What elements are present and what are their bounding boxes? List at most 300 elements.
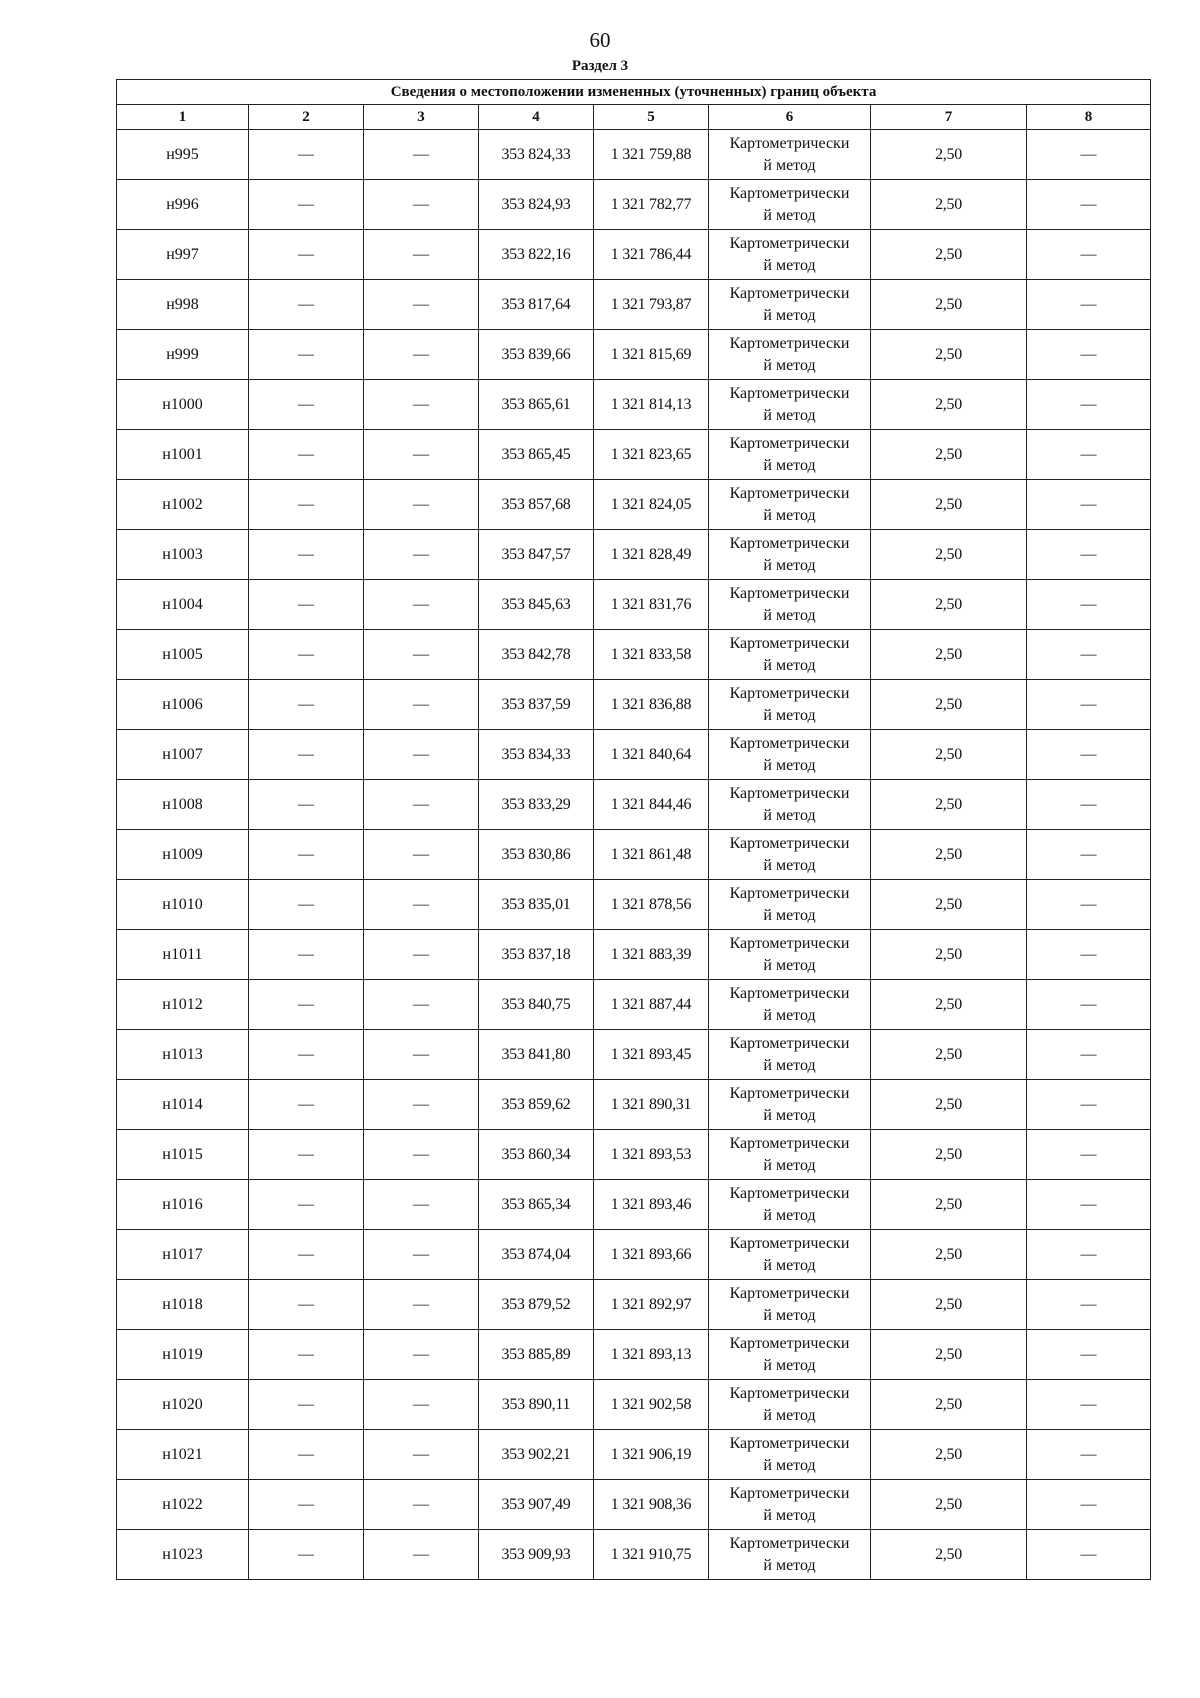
method-text-line: Картометрически — [729, 1334, 850, 1352]
column-2-cell: — — [249, 530, 364, 580]
point-name-cell: н1022 — [117, 1480, 249, 1530]
method-cell — [709, 1430, 871, 1480]
table-row — [117, 680, 1151, 730]
x-coordinate-cell: 353 824,33 — [479, 130, 594, 180]
column-3-cell: — — [364, 830, 479, 880]
method-text-line: Картометрически — [729, 734, 850, 752]
y-coordinate-cell: 1 321 836,88 — [594, 680, 709, 730]
accuracy-cell: 2,50 — [871, 280, 1027, 330]
table-row — [117, 1330, 1151, 1380]
method-text-line: й метод — [763, 1156, 816, 1174]
column-8-cell: — — [1027, 1430, 1151, 1480]
method-text-line: Картометрически — [729, 234, 850, 252]
method-text-line: й метод — [763, 956, 816, 974]
column-8-cell: — — [1027, 980, 1151, 1030]
column-2-cell: — — [249, 180, 364, 230]
x-coordinate-cell: 353 839,66 — [479, 330, 594, 380]
y-coordinate-cell: 1 321 878,56 — [594, 880, 709, 930]
table-row — [117, 830, 1151, 880]
column-8-cell: — — [1027, 380, 1151, 430]
column-8-cell: — — [1027, 730, 1151, 780]
column-8-cell: — — [1027, 1080, 1151, 1130]
point-name-cell: н1020 — [117, 1380, 249, 1430]
column-3-cell: — — [364, 1530, 479, 1580]
accuracy-cell: 2,50 — [871, 1180, 1027, 1230]
column-8-cell: — — [1027, 1280, 1151, 1330]
method-cell — [709, 530, 871, 580]
table-row — [117, 1530, 1151, 1580]
table-row — [117, 230, 1151, 280]
point-name-cell: н996 — [117, 180, 249, 230]
x-coordinate-cell: 353 837,59 — [479, 680, 594, 730]
method-text-line: Картометрически — [729, 184, 850, 202]
column-3-cell: — — [364, 780, 479, 830]
column-8-cell: — — [1027, 1480, 1151, 1530]
method-text-line: й метод — [763, 356, 816, 374]
column-8-cell: — — [1027, 280, 1151, 330]
table-row — [117, 180, 1151, 230]
method-text-line: й метод — [763, 456, 816, 474]
accuracy-cell: 2,50 — [871, 230, 1027, 280]
point-name-cell: н1013 — [117, 1030, 249, 1080]
column-8-cell: — — [1027, 1230, 1151, 1280]
x-coordinate-cell: 353 842,78 — [479, 630, 594, 680]
table-row — [117, 530, 1151, 580]
accuracy-cell: 2,50 — [871, 1330, 1027, 1380]
accuracy-cell: 2,50 — [871, 1230, 1027, 1280]
column-3-cell: — — [364, 380, 479, 430]
column-3-cell: — — [364, 480, 479, 530]
table-row — [117, 980, 1151, 1030]
method-cell — [709, 230, 871, 280]
method-text-line: й метод — [763, 1256, 816, 1274]
column-8-cell: — — [1027, 1180, 1151, 1230]
y-coordinate-cell: 1 321 910,75 — [594, 1530, 709, 1580]
column-8-cell: — — [1027, 830, 1151, 880]
accuracy-cell: 2,50 — [871, 580, 1027, 630]
column-8-cell: — — [1027, 130, 1151, 180]
method-text-line: Картометрически — [729, 134, 850, 152]
accuracy-cell: 2,50 — [871, 830, 1027, 880]
x-coordinate-cell: 353 859,62 — [479, 1080, 594, 1130]
y-coordinate-cell: 1 321 828,49 — [594, 530, 709, 580]
column-8-cell: — — [1027, 780, 1151, 830]
x-coordinate-cell: 353 841,80 — [479, 1030, 594, 1080]
column-3-cell: — — [364, 1080, 479, 1130]
table-row — [117, 1130, 1151, 1180]
method-text-line: й метод — [763, 156, 816, 174]
column-2-cell: — — [249, 1430, 364, 1480]
method-text-line: й метод — [763, 856, 816, 874]
y-coordinate-cell: 1 321 814,13 — [594, 380, 709, 430]
method-cell — [709, 580, 871, 630]
method-text-line: й метод — [763, 706, 816, 724]
method-text-line: Картометрически — [729, 1384, 850, 1402]
x-coordinate-cell: 353 865,34 — [479, 1180, 594, 1230]
method-cell — [709, 1230, 871, 1280]
method-text-line: Картометрически — [729, 784, 850, 802]
method-text-line: Картометрически — [729, 434, 850, 452]
accuracy-cell: 2,50 — [871, 1080, 1027, 1130]
column-number: 2 — [249, 105, 364, 130]
y-coordinate-cell: 1 321 793,87 — [594, 280, 709, 330]
table-row — [117, 380, 1151, 430]
column-2-cell: — — [249, 880, 364, 930]
method-cell — [709, 1480, 871, 1530]
accuracy-cell: 2,50 — [871, 480, 1027, 530]
method-text-line: Картометрически — [729, 934, 850, 952]
column-3-cell: — — [364, 1130, 479, 1180]
column-3-cell: — — [364, 580, 479, 630]
table-row — [117, 630, 1151, 680]
method-cell — [709, 280, 871, 330]
point-name-cell: н1005 — [117, 630, 249, 680]
column-8-cell: — — [1027, 680, 1151, 730]
table-row — [117, 780, 1151, 830]
column-2-cell: — — [249, 430, 364, 480]
column-8-cell: — — [1027, 930, 1151, 980]
accuracy-cell: 2,50 — [871, 1380, 1027, 1430]
method-cell — [709, 130, 871, 180]
method-text-line: Картометрически — [729, 984, 850, 1002]
table-caption: Сведения о местоположении измененных (уточненных) границ объекта — [117, 80, 1151, 105]
coordinates-table — [116, 79, 1151, 1580]
table-row — [117, 1080, 1151, 1130]
x-coordinate-cell: 353 885,89 — [479, 1330, 594, 1380]
column-3-cell: — — [364, 730, 479, 780]
method-text-line: й метод — [763, 1506, 816, 1524]
column-2-cell: — — [249, 680, 364, 730]
column-number-row — [117, 105, 1151, 130]
table-row — [117, 1430, 1151, 1480]
y-coordinate-cell: 1 321 893,13 — [594, 1330, 709, 1380]
method-text-line: Картометрически — [729, 634, 850, 652]
method-text-line: й метод — [763, 1106, 816, 1124]
point-name-cell: н1010 — [117, 880, 249, 930]
method-cell — [709, 430, 871, 480]
y-coordinate-cell: 1 321 908,36 — [594, 1480, 709, 1530]
accuracy-cell: 2,50 — [871, 530, 1027, 580]
method-cell — [709, 1530, 871, 1580]
table-row — [117, 1180, 1151, 1230]
y-coordinate-cell: 1 321 893,53 — [594, 1130, 709, 1180]
column-3-cell: — — [364, 1330, 479, 1380]
table-row — [117, 1280, 1151, 1330]
method-text-line: Картометрически — [729, 534, 850, 552]
table-row — [117, 730, 1151, 780]
method-cell — [709, 1330, 871, 1380]
accuracy-cell: 2,50 — [871, 630, 1027, 680]
y-coordinate-cell: 1 321 861,48 — [594, 830, 709, 880]
method-text-line: Картометрически — [729, 384, 850, 402]
point-name-cell: н1014 — [117, 1080, 249, 1130]
point-name-cell: н1019 — [117, 1330, 249, 1380]
x-coordinate-cell: 353 817,64 — [479, 280, 594, 330]
point-name-cell: н1016 — [117, 1180, 249, 1230]
method-text-line: Картометрически — [729, 1234, 850, 1252]
method-text-line: й метод — [763, 806, 816, 824]
accuracy-cell: 2,50 — [871, 380, 1027, 430]
method-cell — [709, 480, 871, 530]
y-coordinate-cell: 1 321 883,39 — [594, 930, 709, 980]
method-cell — [709, 930, 871, 980]
method-text-line: й метод — [763, 756, 816, 774]
table-row — [117, 430, 1151, 480]
accuracy-cell: 2,50 — [871, 1130, 1027, 1180]
table-row — [117, 280, 1151, 330]
accuracy-cell: 2,50 — [871, 730, 1027, 780]
table-row — [117, 130, 1151, 180]
method-cell — [709, 1080, 871, 1130]
point-name-cell: н1023 — [117, 1530, 249, 1580]
table-row — [117, 1380, 1151, 1430]
column-3-cell: — — [364, 330, 479, 380]
method-cell — [709, 1130, 871, 1180]
y-coordinate-cell: 1 321 831,76 — [594, 580, 709, 630]
table-row — [117, 1480, 1151, 1530]
column-8-cell: — — [1027, 1380, 1151, 1430]
x-coordinate-cell: 353 890,11 — [479, 1380, 594, 1430]
x-coordinate-cell: 353 822,16 — [479, 230, 594, 280]
method-cell — [709, 1180, 871, 1230]
y-coordinate-cell: 1 321 893,66 — [594, 1230, 709, 1280]
table-row — [117, 1030, 1151, 1080]
y-coordinate-cell: 1 321 893,45 — [594, 1030, 709, 1080]
column-8-cell: — — [1027, 1530, 1151, 1580]
method-text-line: Картометрически — [729, 284, 850, 302]
x-coordinate-cell: 353 909,93 — [479, 1530, 594, 1580]
method-cell — [709, 1380, 871, 1430]
method-text-line: Картометрически — [729, 684, 850, 702]
column-2-cell: — — [249, 1530, 364, 1580]
y-coordinate-cell: 1 321 782,77 — [594, 180, 709, 230]
column-number: 6 — [709, 105, 871, 130]
column-3-cell: — — [364, 530, 479, 580]
table-row — [117, 480, 1151, 530]
column-3-cell: — — [364, 1030, 479, 1080]
column-8-cell: — — [1027, 230, 1151, 280]
method-text-line: й метод — [763, 1056, 816, 1074]
point-name-cell: н1011 — [117, 930, 249, 980]
table-row — [117, 580, 1151, 630]
method-cell — [709, 330, 871, 380]
y-coordinate-cell: 1 321 786,44 — [594, 230, 709, 280]
y-coordinate-cell: 1 321 833,58 — [594, 630, 709, 680]
x-coordinate-cell: 353 840,75 — [479, 980, 594, 1030]
point-name-cell: н997 — [117, 230, 249, 280]
method-text-line: й метод — [763, 556, 816, 574]
column-8-cell: — — [1027, 880, 1151, 930]
column-3-cell: — — [364, 280, 479, 330]
method-text-line: й метод — [763, 1556, 816, 1574]
method-text-line: Картометрически — [729, 834, 850, 852]
point-name-cell: н1000 — [117, 380, 249, 430]
y-coordinate-cell: 1 321 824,05 — [594, 480, 709, 530]
column-2-cell: — — [249, 1230, 364, 1280]
method-cell — [709, 1030, 871, 1080]
accuracy-cell: 2,50 — [871, 180, 1027, 230]
column-number: 7 — [871, 105, 1027, 130]
method-cell — [709, 680, 871, 730]
method-text-line: й метод — [763, 656, 816, 674]
x-coordinate-cell: 353 830,86 — [479, 830, 594, 880]
accuracy-cell: 2,50 — [871, 1480, 1027, 1530]
method-text-line: Картометрически — [729, 1134, 850, 1152]
y-coordinate-cell: 1 321 893,46 — [594, 1180, 709, 1230]
y-coordinate-cell: 1 321 759,88 — [594, 130, 709, 180]
column-8-cell: — — [1027, 430, 1151, 480]
x-coordinate-cell: 353 857,68 — [479, 480, 594, 530]
column-2-cell: — — [249, 330, 364, 380]
y-coordinate-cell: 1 321 815,69 — [594, 330, 709, 380]
method-text-line: й метод — [763, 1356, 816, 1374]
point-name-cell: н1002 — [117, 480, 249, 530]
column-2-cell: — — [249, 1080, 364, 1130]
column-3-cell: — — [364, 430, 479, 480]
method-text-line: Картометрически — [729, 1084, 850, 1102]
column-8-cell: — — [1027, 1030, 1151, 1080]
method-cell — [709, 780, 871, 830]
column-2-cell: — — [249, 1180, 364, 1230]
column-3-cell: — — [364, 930, 479, 980]
point-name-cell: н1008 — [117, 780, 249, 830]
column-3-cell: — — [364, 1180, 479, 1230]
column-2-cell: — — [249, 1480, 364, 1530]
y-coordinate-cell: 1 321 823,65 — [594, 430, 709, 480]
method-cell — [709, 180, 871, 230]
method-text-line: Картометрически — [729, 1184, 850, 1202]
column-3-cell: — — [364, 1480, 479, 1530]
accuracy-cell: 2,50 — [871, 330, 1027, 380]
column-3-cell: — — [364, 1280, 479, 1330]
method-text-line: й метод — [763, 1206, 816, 1224]
point-name-cell: н995 — [117, 130, 249, 180]
method-text-line: й метод — [763, 206, 816, 224]
column-2-cell: — — [249, 1380, 364, 1430]
column-2-cell: — — [249, 580, 364, 630]
point-name-cell: н1001 — [117, 430, 249, 480]
column-3-cell: — — [364, 180, 479, 230]
x-coordinate-cell: 353 865,61 — [479, 380, 594, 430]
column-2-cell: — — [249, 1130, 364, 1180]
column-number: 1 — [117, 105, 249, 130]
method-cell — [709, 630, 871, 680]
table-caption-row — [117, 80, 1151, 105]
column-2-cell: — — [249, 380, 364, 430]
accuracy-cell: 2,50 — [871, 430, 1027, 480]
x-coordinate-cell: 353 824,93 — [479, 180, 594, 230]
method-text-line: й метод — [763, 606, 816, 624]
column-number: 4 — [479, 105, 594, 130]
column-2-cell: — — [249, 230, 364, 280]
method-text-line: й метод — [763, 506, 816, 524]
accuracy-cell: 2,50 — [871, 1280, 1027, 1330]
method-cell — [709, 830, 871, 880]
accuracy-cell: 2,50 — [871, 1430, 1027, 1480]
point-name-cell: н1007 — [117, 730, 249, 780]
method-cell — [709, 380, 871, 430]
column-3-cell: — — [364, 1380, 479, 1430]
method-text-line: й метод — [763, 1306, 816, 1324]
column-3-cell: — — [364, 680, 479, 730]
method-text-line: Картометрически — [729, 334, 850, 352]
column-2-cell: — — [249, 1030, 364, 1080]
column-2-cell: — — [249, 930, 364, 980]
x-coordinate-cell: 353 835,01 — [479, 880, 594, 930]
x-coordinate-cell: 353 874,04 — [479, 1230, 594, 1280]
accuracy-cell: 2,50 — [871, 780, 1027, 830]
method-text-line: Картометрически — [729, 1534, 850, 1552]
column-8-cell: — — [1027, 1330, 1151, 1380]
method-cell — [709, 730, 871, 780]
y-coordinate-cell: 1 321 892,97 — [594, 1280, 709, 1330]
point-name-cell: н1018 — [117, 1280, 249, 1330]
page-number: 60 — [589, 28, 611, 52]
column-number: 8 — [1027, 105, 1151, 130]
column-2-cell: — — [249, 630, 364, 680]
section-title: Раздел 3 — [571, 58, 629, 74]
point-name-cell: н1006 — [117, 680, 249, 730]
column-2-cell: — — [249, 980, 364, 1030]
column-2-cell: — — [249, 730, 364, 780]
y-coordinate-cell: 1 321 844,46 — [594, 780, 709, 830]
column-3-cell: — — [364, 230, 479, 280]
accuracy-cell: 2,50 — [871, 130, 1027, 180]
accuracy-cell: 2,50 — [871, 680, 1027, 730]
y-coordinate-cell: 1 321 840,64 — [594, 730, 709, 780]
method-cell — [709, 980, 871, 1030]
column-8-cell: — — [1027, 1130, 1151, 1180]
method-text-line: й метод — [763, 306, 816, 324]
column-8-cell: — — [1027, 630, 1151, 680]
x-coordinate-cell: 353 907,49 — [479, 1480, 594, 1530]
column-2-cell: — — [249, 280, 364, 330]
column-3-cell: — — [364, 1430, 479, 1480]
method-text-line: Картометрически — [729, 484, 850, 502]
method-text-line: Картометрически — [729, 584, 850, 602]
y-coordinate-cell: 1 321 890,31 — [594, 1080, 709, 1130]
column-3-cell: — — [364, 980, 479, 1030]
point-name-cell: н1017 — [117, 1230, 249, 1280]
accuracy-cell: 2,50 — [871, 930, 1027, 980]
y-coordinate-cell: 1 321 902,58 — [594, 1380, 709, 1430]
point-name-cell: н999 — [117, 330, 249, 380]
accuracy-cell: 2,50 — [871, 1530, 1027, 1580]
column-3-cell: — — [364, 630, 479, 680]
column-8-cell: — — [1027, 480, 1151, 530]
table-row — [117, 330, 1151, 380]
method-text-line: й метод — [763, 906, 816, 924]
method-text-line: Картометрически — [729, 1434, 850, 1452]
point-name-cell: н998 — [117, 280, 249, 330]
point-name-cell: н1009 — [117, 830, 249, 880]
method-text-line: й метод — [763, 1006, 816, 1024]
x-coordinate-cell: 353 845,63 — [479, 580, 594, 630]
table-row — [117, 1230, 1151, 1280]
point-name-cell: н1021 — [117, 1430, 249, 1480]
column-8-cell: — — [1027, 580, 1151, 630]
column-8-cell: — — [1027, 530, 1151, 580]
y-coordinate-cell: 1 321 887,44 — [594, 980, 709, 1030]
accuracy-cell: 2,50 — [871, 880, 1027, 930]
column-8-cell: — — [1027, 180, 1151, 230]
point-name-cell: н1012 — [117, 980, 249, 1030]
x-coordinate-cell: 353 860,34 — [479, 1130, 594, 1180]
x-coordinate-cell: 353 837,18 — [479, 930, 594, 980]
column-3-cell: — — [364, 880, 479, 930]
method-text-line: й метод — [763, 256, 816, 274]
x-coordinate-cell: 353 847,57 — [479, 530, 594, 580]
